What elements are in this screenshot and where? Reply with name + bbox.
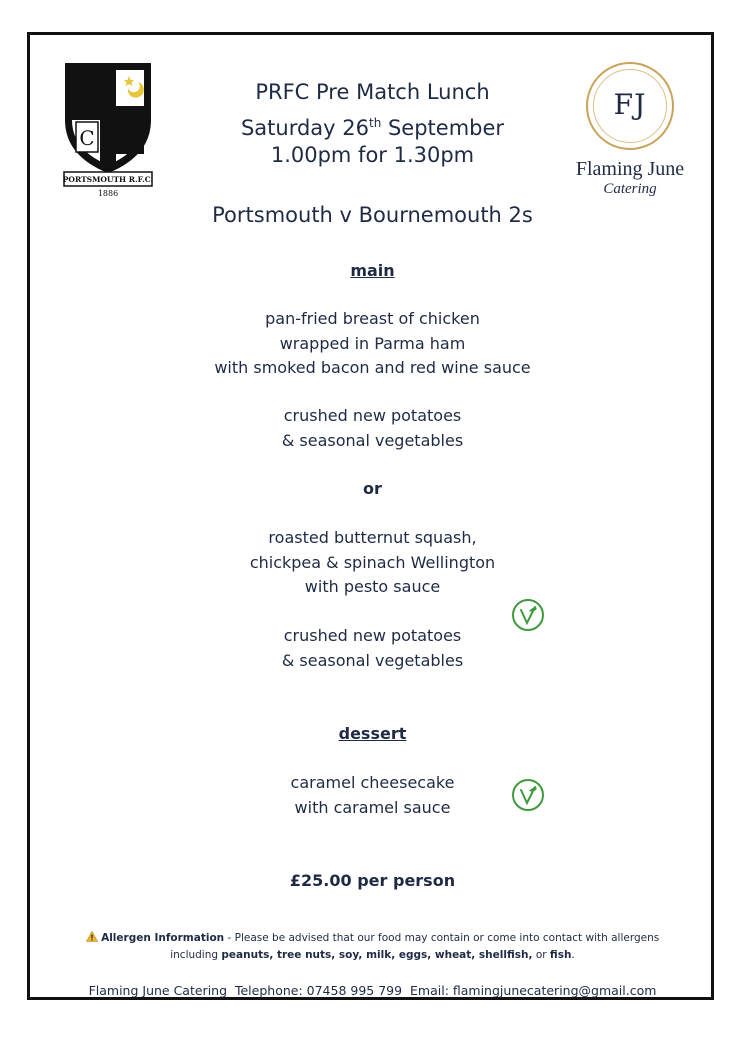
- main-heading: main: [350, 261, 395, 280]
- vegetarian-icon: [511, 778, 545, 812]
- caterer-sub: Catering: [603, 181, 657, 197]
- svg-text:1886: 1886: [97, 189, 119, 198]
- event-date: Saturday 26th September: [240, 116, 505, 140]
- event-title: PRFC Pre Match Lunch: [255, 80, 490, 104]
- svg-text:C: C: [79, 126, 95, 150]
- dessert-item: caramel cheesecake with caramel sauce: [290, 773, 455, 817]
- main-sides-2: crushed new potatoes & seasonal vegetables: [281, 626, 464, 670]
- match-title: Portsmouth v Bournemouth 2s: [212, 203, 533, 227]
- contact-info: Flaming June Catering Telephone: 07458 995 799 Email: flamingjunecatering@gmail.com: [88, 983, 657, 998]
- flaming-june-logo: [560, 60, 700, 210]
- caterer-name: Flaming June: [575, 158, 685, 180]
- dessert-heading: dessert: [338, 724, 407, 743]
- svg-text:PORTSMOUTH R.F.C.: PORTSMOUTH R.F.C.: [62, 175, 154, 184]
- price: £25.00 per person: [289, 871, 456, 890]
- main-sides-1: crushed new potatoes & seasonal vegetables: [281, 406, 464, 450]
- main-option-1: pan-fried breast of chicken wrapped in Parma ham with smoked bacon and red wine sauce: [214, 309, 531, 377]
- fj-monogram-ring: FJ: [586, 62, 674, 150]
- allergen-info: Allergen Information - Please be advised that our food may contain or come into contact with allergens including peanuts, tree nuts, soy, milk, eggs, wheat, shellfish, or fish.: [0, 930, 745, 964]
- or-divider: or: [363, 479, 382, 498]
- main-option-2: roasted butternut squash, chickpea & spinach Wellington with pesto sauce: [249, 528, 496, 596]
- warning-icon: [86, 931, 98, 942]
- event-time: 1.00pm for 1.30pm: [270, 143, 475, 167]
